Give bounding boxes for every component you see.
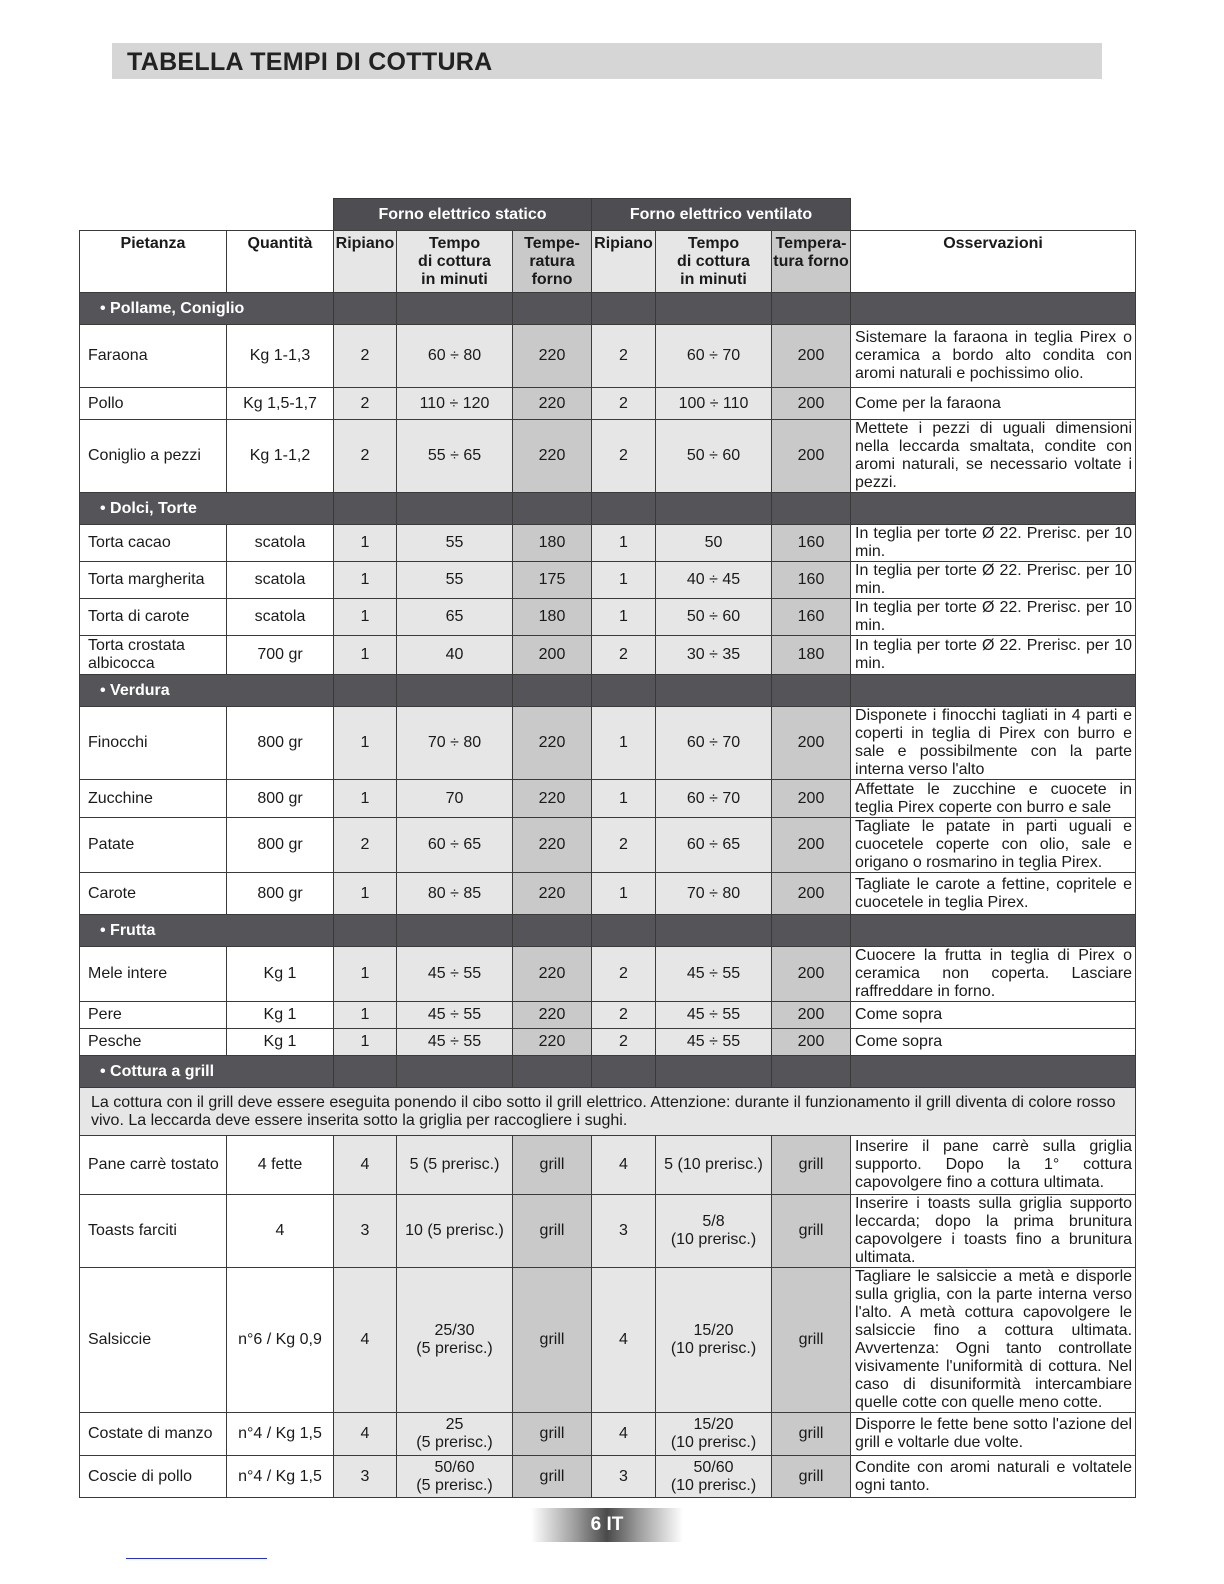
grill-note-row: [80, 1088, 1136, 1136]
fan-shelf-cell: 1: [592, 562, 656, 599]
fan-time-cell: 15/20 (10 prerisc.): [656, 1268, 772, 1413]
static-temp-cell: 220: [513, 818, 592, 873]
notes-cell: Affettate le zucchine e cuocete in teglia Pirex coperte con burro e sale: [851, 780, 1136, 818]
static-shelf-cell: 2: [334, 818, 397, 873]
title-bar: [112, 43, 1102, 79]
header-notes: Osservazioni: [851, 231, 1136, 293]
table-row: [80, 947, 1136, 1002]
static-time-cell: 45 ÷ 55: [397, 1029, 513, 1056]
fan-shelf-cell: 2: [592, 818, 656, 873]
fan-shelf-cell: 1: [592, 707, 656, 780]
dish-cell: Pollo: [80, 388, 227, 420]
category-filler: [513, 1056, 592, 1088]
category-filler: [851, 293, 1136, 325]
dish-cell: Torta cacao: [80, 525, 227, 562]
fan-time-cell: 5 (10 prerisc.): [656, 1136, 772, 1195]
fan-time-cell: 5/8 (10 prerisc.): [656, 1195, 772, 1268]
notes-cell: Condite con aromi naturali e voltatele ogni tanto.: [851, 1456, 1136, 1498]
fan-temp-cell: 200: [772, 818, 851, 873]
footer-line: [126, 1558, 267, 1559]
fan-time-cell: 45 ÷ 55: [656, 1002, 772, 1029]
fan-temp-cell: 160: [772, 599, 851, 636]
fan-shelf-cell: 4: [592, 1268, 656, 1413]
dish-cell: Zucchine: [80, 780, 227, 818]
quantity-cell: n°4 / Kg 1,5: [227, 1413, 334, 1456]
quantity-cell: n°4 / Kg 1,5: [227, 1456, 334, 1498]
static-shelf-cell: 1: [334, 1002, 397, 1029]
fan-temp-cell: 200: [772, 420, 851, 493]
header-static-time: Tempo di cottura in minuti: [397, 231, 513, 293]
static-temp-cell: 220: [513, 947, 592, 1002]
static-time-cell: 5 (5 prerisc.): [397, 1136, 513, 1195]
fan-time-cell: 15/20 (10 prerisc.): [656, 1413, 772, 1456]
quantity-cell: Kg 1: [227, 1029, 334, 1056]
static-shelf-cell: 3: [334, 1456, 397, 1498]
category-filler: [397, 493, 513, 525]
table-row: [80, 1456, 1136, 1498]
category-filler: [397, 675, 513, 707]
dish-cell: Costate di manzo: [80, 1413, 227, 1456]
fan-shelf-cell: 2: [592, 636, 656, 675]
fan-shelf-cell: 2: [592, 420, 656, 493]
category-filler: [656, 1056, 772, 1088]
fan-shelf-cell: 4: [592, 1413, 656, 1456]
category-filler: [592, 1056, 656, 1088]
fan-time-cell: 60 ÷ 65: [656, 818, 772, 873]
quantity-cell: 4 fette: [227, 1136, 334, 1195]
static-shelf-cell: 1: [334, 947, 397, 1002]
notes-cell: Disponete i finocchi tagliati in 4 parti e coperti in teglia di Pirex con burro e sale e possibilmente con la parte interna verso l'alto: [851, 707, 1136, 780]
quantity-cell: Kg 1: [227, 947, 334, 1002]
empty-corner-right: [851, 199, 1136, 231]
category-filler: [592, 675, 656, 707]
fan-temp-cell: 200: [772, 388, 851, 420]
category-filler: [334, 915, 397, 947]
category-label: • Dolci, Torte: [80, 493, 334, 525]
notes-cell: In teglia per torte Ø 22. Prerisc. per 10 min.: [851, 562, 1136, 599]
notes-cell: In teglia per torte Ø 22. Prerisc. per 10 min.: [851, 599, 1136, 636]
dish-cell: Carote: [80, 873, 227, 915]
static-time-cell: 65: [397, 599, 513, 636]
header-dish: Pietanza: [80, 231, 227, 293]
fan-time-cell: 45 ÷ 55: [656, 947, 772, 1002]
notes-cell: Tagliare le salsiccie a metà e disporle sulla griglia, con la parte interna verso l'alto. A metà cottura capovolgere le salsiccie fino a cottura ultimata. Avvertenza: Ogni tanto controllate visivamente l'uniformità di cottura. Nel caso di disuniformità intercambiare quelle cotte con quelle meno cotte.: [851, 1268, 1136, 1413]
notes-cell: Mettete i pezzi di uguali dimensioni nella leccarda smaltata, condite con aromi naturali, se necessario voltate i pezzi.: [851, 420, 1136, 493]
fan-temp-cell: 200: [772, 1002, 851, 1029]
table-row: [80, 818, 1136, 873]
quantity-cell: n°6 / Kg 0,9: [227, 1268, 334, 1413]
static-shelf-cell: 1: [334, 1029, 397, 1056]
dish-cell: Pane carrè tostato: [80, 1136, 227, 1195]
header-fan-shelf: Ripiano: [592, 231, 656, 293]
category-filler: [513, 915, 592, 947]
category-row: [80, 293, 1136, 325]
notes-cell: Cuocere la frutta in teglia di Pirex o ceramica non coperta. Lasciare raffreddare in forno.: [851, 947, 1136, 1002]
fan-temp-cell: grill: [772, 1456, 851, 1498]
dish-cell: Pere: [80, 1002, 227, 1029]
category-filler: [592, 493, 656, 525]
table-row: [80, 420, 1136, 493]
table-row: [80, 599, 1136, 636]
header-fan-temp: Tempera- tura forno: [772, 231, 851, 293]
fan-temp-cell: 200: [772, 947, 851, 1002]
static-temp-cell: 175: [513, 562, 592, 599]
static-time-cell: 55: [397, 525, 513, 562]
static-time-cell: 110 ÷ 120: [397, 388, 513, 420]
category-filler: [851, 915, 1136, 947]
category-filler: [656, 493, 772, 525]
dish-cell: Coniglio a pezzi: [80, 420, 227, 493]
fan-shelf-cell: 2: [592, 388, 656, 420]
notes-cell: Inserire i toasts sulla griglia supporto leccarda; dopo la prima brunitura capovolgere i toasts fino a brunitura ultimata.: [851, 1195, 1136, 1268]
notes-cell: Come sopra: [851, 1002, 1136, 1029]
category-filler: [397, 915, 513, 947]
static-shelf-cell: 1: [334, 873, 397, 915]
table-row: [80, 1195, 1136, 1268]
fan-time-cell: 50 ÷ 60: [656, 420, 772, 493]
category-label: • Cottura a grill: [80, 1056, 334, 1088]
fan-shelf-cell: 2: [592, 947, 656, 1002]
static-temp-cell: 220: [513, 1029, 592, 1056]
quantity-cell: scatola: [227, 525, 334, 562]
fan-temp-cell: 200: [772, 780, 851, 818]
fan-time-cell: 30 ÷ 35: [656, 636, 772, 675]
fan-temp-cell: 200: [772, 1029, 851, 1056]
fan-temp-cell: grill: [772, 1413, 851, 1456]
category-filler: [334, 1056, 397, 1088]
fan-shelf-cell: 2: [592, 325, 656, 388]
fan-time-cell: 50: [656, 525, 772, 562]
dish-cell: Pesche: [80, 1029, 227, 1056]
fan-shelf-cell: 3: [592, 1456, 656, 1498]
static-time-cell: 70 ÷ 80: [397, 707, 513, 780]
fan-temp-cell: grill: [772, 1195, 851, 1268]
quantity-cell: scatola: [227, 562, 334, 599]
static-shelf-cell: 1: [334, 562, 397, 599]
fan-temp-cell: 160: [772, 525, 851, 562]
group-header-fan: Forno elettrico ventilato: [592, 199, 851, 231]
category-filler: [334, 293, 397, 325]
category-filler: [592, 915, 656, 947]
category-row: [80, 675, 1136, 707]
fan-shelf-cell: 1: [592, 873, 656, 915]
static-temp-cell: grill: [513, 1413, 592, 1456]
static-temp-cell: 220: [513, 388, 592, 420]
fan-shelf-cell: 4: [592, 1136, 656, 1195]
fan-time-cell: 60 ÷ 70: [656, 780, 772, 818]
static-temp-cell: 180: [513, 599, 592, 636]
group-header-static: Forno elettrico statico: [334, 199, 592, 231]
dish-cell: Salsiccie: [80, 1268, 227, 1413]
static-shelf-cell: 1: [334, 599, 397, 636]
fan-time-cell: 50 ÷ 60: [656, 599, 772, 636]
dish-cell: Patate: [80, 818, 227, 873]
fan-temp-cell: 160: [772, 562, 851, 599]
table-row: [80, 562, 1136, 599]
quantity-cell: 800 gr: [227, 818, 334, 873]
notes-cell: In teglia per torte Ø 22. Prerisc. per 10 min.: [851, 636, 1136, 675]
dish-cell: Toasts farciti: [80, 1195, 227, 1268]
static-temp-cell: 220: [513, 780, 592, 818]
dish-cell: Torta di carote: [80, 599, 227, 636]
table-row: [80, 780, 1136, 818]
category-filler: [772, 293, 851, 325]
fan-temp-cell: 200: [772, 707, 851, 780]
category-filler: [851, 1056, 1136, 1088]
static-shelf-cell: 2: [334, 325, 397, 388]
dish-cell: Finocchi: [80, 707, 227, 780]
fan-temp-cell: grill: [772, 1268, 851, 1413]
table-row: [80, 636, 1136, 675]
category-filler: [851, 675, 1136, 707]
table-row: [80, 1268, 1136, 1413]
fan-time-cell: 60 ÷ 70: [656, 707, 772, 780]
static-shelf-cell: 1: [334, 707, 397, 780]
static-temp-cell: 220: [513, 325, 592, 388]
quantity-cell: Kg 1,5-1,7: [227, 388, 334, 420]
category-filler: [772, 675, 851, 707]
fan-shelf-cell: 3: [592, 1195, 656, 1268]
quantity-cell: 800 gr: [227, 873, 334, 915]
static-time-cell: 45 ÷ 55: [397, 947, 513, 1002]
dish-cell: Torta margherita: [80, 562, 227, 599]
cooking-time-table: [79, 198, 1136, 1498]
static-shelf-cell: 2: [334, 420, 397, 493]
notes-cell: Sistemare la faraona in teglia Pirex o ceramica a bordo alto condita con aromi naturali e pochissimo olio.: [851, 325, 1136, 388]
static-time-cell: 25 (5 prerisc.): [397, 1413, 513, 1456]
category-filler: [772, 493, 851, 525]
static-time-cell: 40: [397, 636, 513, 675]
category-filler: [592, 293, 656, 325]
page-number: 6 IT: [590, 1514, 624, 1535]
dish-cell: Coscie di pollo: [80, 1456, 227, 1498]
static-temp-cell: 200: [513, 636, 592, 675]
static-time-cell: 55 ÷ 65: [397, 420, 513, 493]
category-filler: [772, 1056, 851, 1088]
header-static-temp: Tempe- ratura forno: [513, 231, 592, 293]
category-filler: [656, 293, 772, 325]
table-row: [80, 525, 1136, 562]
category-filler: [513, 675, 592, 707]
fan-shelf-cell: 1: [592, 780, 656, 818]
category-row: [80, 1056, 1136, 1088]
static-time-cell: 55: [397, 562, 513, 599]
notes-cell: In teglia per torte Ø 22. Prerisc. per 10 min.: [851, 525, 1136, 562]
static-time-cell: 45 ÷ 55: [397, 1002, 513, 1029]
fan-temp-cell: 180: [772, 636, 851, 675]
category-filler: [334, 493, 397, 525]
quantity-cell: 700 gr: [227, 636, 334, 675]
table-row: [80, 388, 1136, 420]
dish-cell: Faraona: [80, 325, 227, 388]
quantity-cell: Kg 1: [227, 1002, 334, 1029]
notes-cell: Come per la faraona: [851, 388, 1136, 420]
fan-time-cell: 45 ÷ 55: [656, 1029, 772, 1056]
static-shelf-cell: 2: [334, 388, 397, 420]
quantity-cell: 800 gr: [227, 707, 334, 780]
table-row: [80, 1136, 1136, 1195]
table-row: [80, 325, 1136, 388]
static-temp-cell: 180: [513, 525, 592, 562]
table-row: [80, 873, 1136, 915]
category-filler: [513, 493, 592, 525]
table-row: [80, 1029, 1136, 1056]
static-shelf-cell: 1: [334, 636, 397, 675]
page-title: TABELLA TEMPI DI COTTURA: [127, 48, 493, 76]
header-static-shelf: Ripiano: [334, 231, 397, 293]
page-number-badge: [531, 1508, 683, 1542]
quantity-cell: scatola: [227, 599, 334, 636]
category-filler: [772, 915, 851, 947]
header-fan-time: Tempo di cottura in minuti: [656, 231, 772, 293]
header-quantity: Quantità: [227, 231, 334, 293]
static-shelf-cell: 4: [334, 1268, 397, 1413]
category-filler: [397, 1056, 513, 1088]
static-time-cell: 70: [397, 780, 513, 818]
notes-cell: Tagliate le carote a fettine, copritele e cuocetele in teglia Pirex.: [851, 873, 1136, 915]
fan-time-cell: 40 ÷ 45: [656, 562, 772, 599]
static-temp-cell: grill: [513, 1268, 592, 1413]
static-time-cell: 60 ÷ 80: [397, 325, 513, 388]
quantity-cell: 4: [227, 1195, 334, 1268]
quantity-cell: Kg 1-1,3: [227, 325, 334, 388]
static-time-cell: 80 ÷ 85: [397, 873, 513, 915]
fan-shelf-cell: 2: [592, 1002, 656, 1029]
static-temp-cell: 220: [513, 707, 592, 780]
category-filler: [656, 915, 772, 947]
category-filler: [656, 675, 772, 707]
quantity-cell: 800 gr: [227, 780, 334, 818]
fan-temp-cell: 200: [772, 325, 851, 388]
fan-temp-cell: grill: [772, 1136, 851, 1195]
static-temp-cell: grill: [513, 1136, 592, 1195]
fan-temp-cell: 200: [772, 873, 851, 915]
static-shelf-cell: 4: [334, 1413, 397, 1456]
empty-corner: [80, 199, 334, 231]
static-time-cell: 25/30 (5 prerisc.): [397, 1268, 513, 1413]
static-time-cell: 60 ÷ 65: [397, 818, 513, 873]
category-label: • Frutta: [80, 915, 334, 947]
static-temp-cell: grill: [513, 1456, 592, 1498]
fan-shelf-cell: 1: [592, 599, 656, 636]
notes-cell: Disporre le fette bene sotto l'azione del grill e voltarle due volte.: [851, 1413, 1136, 1456]
category-filler: [334, 675, 397, 707]
fan-time-cell: 50/60 (10 prerisc.): [656, 1456, 772, 1498]
table-row: [80, 1413, 1136, 1456]
static-temp-cell: grill: [513, 1195, 592, 1268]
dish-cell: Mele intere: [80, 947, 227, 1002]
static-shelf-cell: 1: [334, 525, 397, 562]
fan-shelf-cell: 2: [592, 1029, 656, 1056]
static-time-cell: 10 (5 prerisc.): [397, 1195, 513, 1268]
table-row: [80, 1002, 1136, 1029]
fan-time-cell: 100 ÷ 110: [656, 388, 772, 420]
notes-cell: Come sopra: [851, 1029, 1136, 1056]
static-shelf-cell: 1: [334, 780, 397, 818]
static-temp-cell: 220: [513, 1002, 592, 1029]
category-row: [80, 493, 1136, 525]
category-filler: [851, 493, 1136, 525]
category-label: • Pollame, Coniglio: [80, 293, 334, 325]
fan-time-cell: 70 ÷ 80: [656, 873, 772, 915]
static-shelf-cell: 3: [334, 1195, 397, 1268]
fan-shelf-cell: 1: [592, 525, 656, 562]
table-row: [80, 707, 1136, 780]
category-row: [80, 915, 1136, 947]
dish-cell: Torta crostata albicocca: [80, 636, 227, 675]
notes-cell: Tagliate le patate in parti uguali e cuocetele coperte con olio, sale e origano o rosmarino in teglia Pirex.: [851, 818, 1136, 873]
category-filler: [397, 293, 513, 325]
fan-time-cell: 60 ÷ 70: [656, 325, 772, 388]
category-label: • Verdura: [80, 675, 334, 707]
static-temp-cell: 220: [513, 873, 592, 915]
static-temp-cell: 220: [513, 420, 592, 493]
static-shelf-cell: 4: [334, 1136, 397, 1195]
quantity-cell: Kg 1-1,2: [227, 420, 334, 493]
grill-note: La cottura con il grill deve essere eseguita ponendo il cibo sotto il grill elettrico. Attenzione: durante il funzionamento il grill diventa di colore rosso vivo. La leccarda deve essere inserita sotto la griglia per raccogliere i sughi.: [80, 1088, 1136, 1136]
static-time-cell: 50/60 (5 prerisc.): [397, 1456, 513, 1498]
category-filler: [513, 293, 592, 325]
notes-cell: Inserire il pane carrè sulla griglia supporto. Dopo la 1° cottura capovolgere fino a cottura ultimata.: [851, 1136, 1136, 1195]
